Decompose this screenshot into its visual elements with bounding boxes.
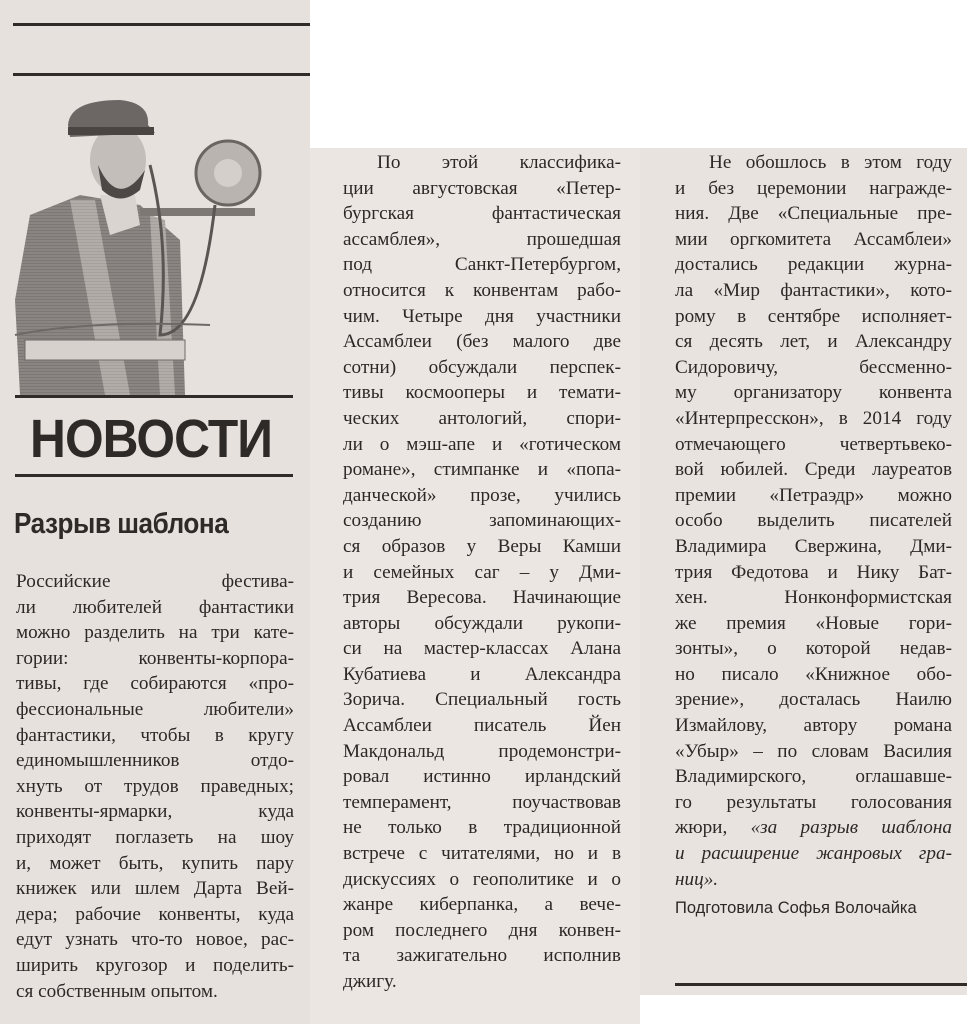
text-line: си на мастер-классах Алана bbox=[343, 638, 621, 660]
text-line: тивы, где собираются «про- bbox=[16, 673, 294, 695]
text-line: хен. Нонконформистская bbox=[675, 587, 952, 609]
text-line: можно разделить на три кате- bbox=[16, 622, 294, 644]
text-line: трия Федотова и Нику Бат- bbox=[675, 561, 952, 583]
article-body-right bbox=[675, 150, 952, 922]
text-line: темперамент, поучаствовав bbox=[343, 791, 621, 813]
article-headline: Разрыв шаблона bbox=[14, 508, 229, 540]
text-line: приходят поглазеть на шоу bbox=[16, 826, 294, 848]
text-line: книжек или шлем Дарта Вей- bbox=[16, 878, 294, 900]
text-line: достались редакции журна- bbox=[675, 254, 952, 276]
text-line: едут узнать что-то новое, рас- bbox=[16, 929, 294, 951]
text-line: рому в сентябре исполняет- bbox=[675, 305, 952, 327]
text-line: под Санкт-Петербургом, bbox=[343, 254, 621, 276]
text-line: ром последнего дня конвен- bbox=[343, 919, 621, 941]
text-line: но писало «Книжное обо- bbox=[675, 663, 952, 685]
text-line: Зорича. Специальный гость bbox=[343, 689, 621, 711]
text-line: особо выделить писателей bbox=[675, 510, 952, 532]
text-line: данческой» прозе, учились bbox=[343, 484, 621, 506]
text-line: ровал истинно ирландский bbox=[343, 766, 621, 788]
text-line: зонты», о которой недав- bbox=[675, 638, 952, 660]
text-line: тивы космооперы и темати- bbox=[343, 382, 621, 404]
quote-text: и расширение жанровых гра- bbox=[675, 843, 952, 865]
text-line: ся десять лет, и Александру bbox=[675, 331, 952, 353]
text-line: По этой классифика- bbox=[377, 152, 621, 173]
text-line: и семейных саг – у Дми- bbox=[343, 561, 621, 583]
text-line: и, может быть, купить пару bbox=[16, 852, 294, 874]
text-line: го результаты голосования bbox=[675, 791, 952, 813]
text-line: та зажигательно исполнив bbox=[343, 945, 621, 967]
illustration-engraving bbox=[10, 95, 290, 395]
text-line: ли о мэш-апе и «готическом bbox=[343, 433, 621, 455]
text-line: ции августовская «Петер- bbox=[343, 177, 621, 199]
text-line: му организатору конвента bbox=[675, 382, 952, 404]
text-line: ся собственным опытом. bbox=[16, 980, 218, 1002]
text-line: ассамблея», прошедшая bbox=[343, 228, 621, 250]
text-line: ческих антологий, спори- bbox=[343, 407, 621, 429]
text-line: относится к конвентам рабо- bbox=[343, 279, 621, 301]
article-body-middle bbox=[343, 150, 621, 995]
text-line: ния. Две «Специальные пре- bbox=[675, 203, 952, 225]
text-line: Владимирского, оглашавше- bbox=[675, 766, 952, 788]
text-line: мии оргкомитета Ассамблеи» bbox=[675, 228, 952, 250]
text-line: Макдональд продемонстри- bbox=[343, 740, 621, 762]
text-line: Ассамблеи писатель Йен bbox=[343, 715, 621, 737]
text-line: единомышленников отдо- bbox=[16, 750, 294, 772]
text-line: джигу. bbox=[343, 971, 397, 992]
text-line: отмечающего четвертьвеко- bbox=[675, 433, 952, 455]
text-line: жюри, «за разрыв шаблона bbox=[675, 817, 952, 839]
text-line: авторы обсуждали рукопи- bbox=[343, 612, 621, 634]
text-line: премии «Петраэдр» можно bbox=[675, 484, 952, 506]
text-line: хнуть от трудов праведных; bbox=[16, 775, 294, 797]
text-line: фантастики, чтобы в кругу bbox=[16, 724, 294, 746]
text-line: вой юбилей. Среди лауреатов bbox=[675, 459, 952, 481]
article-body-left bbox=[16, 569, 294, 1004]
text-line: Кубатиева и Александра bbox=[343, 663, 621, 685]
text-line: дискуссиях о геополитике и о bbox=[343, 868, 621, 890]
text-line: созданию запоминающих- bbox=[343, 510, 621, 532]
text-line: трия Вересова. Начинающие bbox=[343, 587, 621, 609]
text-line: сотни) обсуждали перспек- bbox=[343, 356, 621, 378]
text-line: и без церемонии награжде- bbox=[675, 177, 952, 199]
text-line: «Интерпресскон», в 2014 году bbox=[675, 407, 952, 429]
quote-text: «за разрыв шаблона bbox=[727, 817, 952, 839]
divider-rule bbox=[675, 983, 967, 986]
divider-rule bbox=[13, 23, 310, 26]
text-line: же премия «Новые гори- bbox=[675, 612, 952, 634]
divider-rule bbox=[15, 474, 293, 477]
text-line: Не обошлось в этом году bbox=[709, 152, 952, 173]
text-line: Владимира Свержина, Дми- bbox=[675, 535, 952, 557]
text-line: чим. Четыре дня участники bbox=[343, 305, 621, 327]
text-line: жанре киберпанка, а вече- bbox=[343, 894, 621, 916]
text-line: встрече с читателями, но и в bbox=[343, 843, 621, 865]
text-line: фессиональные любители» bbox=[16, 698, 294, 720]
divider-rule bbox=[15, 395, 293, 398]
text-line: не только в традиционной bbox=[343, 817, 621, 839]
text-line: бургская фантастическая bbox=[343, 203, 621, 225]
text-line: дера; рабочие конвенты, куда bbox=[16, 903, 294, 925]
text-line: ла «Мир фантастики», кото- bbox=[675, 279, 952, 301]
text-line: ли любителей фантастики bbox=[16, 596, 294, 618]
text-line: романе», стимпанке и «попа- bbox=[343, 459, 621, 481]
text-line: Измайлову, автору романа bbox=[675, 715, 952, 737]
text-line: Сидоровичу, бессменно- bbox=[675, 356, 952, 378]
quote-text: ниц». bbox=[675, 868, 719, 890]
text-line: «Убыр» – по словам Василия bbox=[675, 740, 952, 762]
section-title: НОВОСТИ bbox=[30, 409, 273, 469]
byline: Подготовила Софья Волочайка bbox=[675, 899, 917, 918]
text-line: ширить кругозор и поделить- bbox=[16, 954, 294, 976]
text-line: Ассамблеи (без малого две bbox=[343, 331, 621, 353]
text-line: ся образов у Веры Камши bbox=[343, 535, 621, 557]
divider-rule bbox=[13, 73, 310, 76]
text-line: Российские фестива- bbox=[16, 571, 294, 592]
text-line: конвенты-ярмарки, куда bbox=[16, 801, 294, 823]
text-line: зрение», досталась Наилю bbox=[675, 689, 952, 711]
text-line: гории: конвенты-корпора- bbox=[16, 647, 294, 669]
